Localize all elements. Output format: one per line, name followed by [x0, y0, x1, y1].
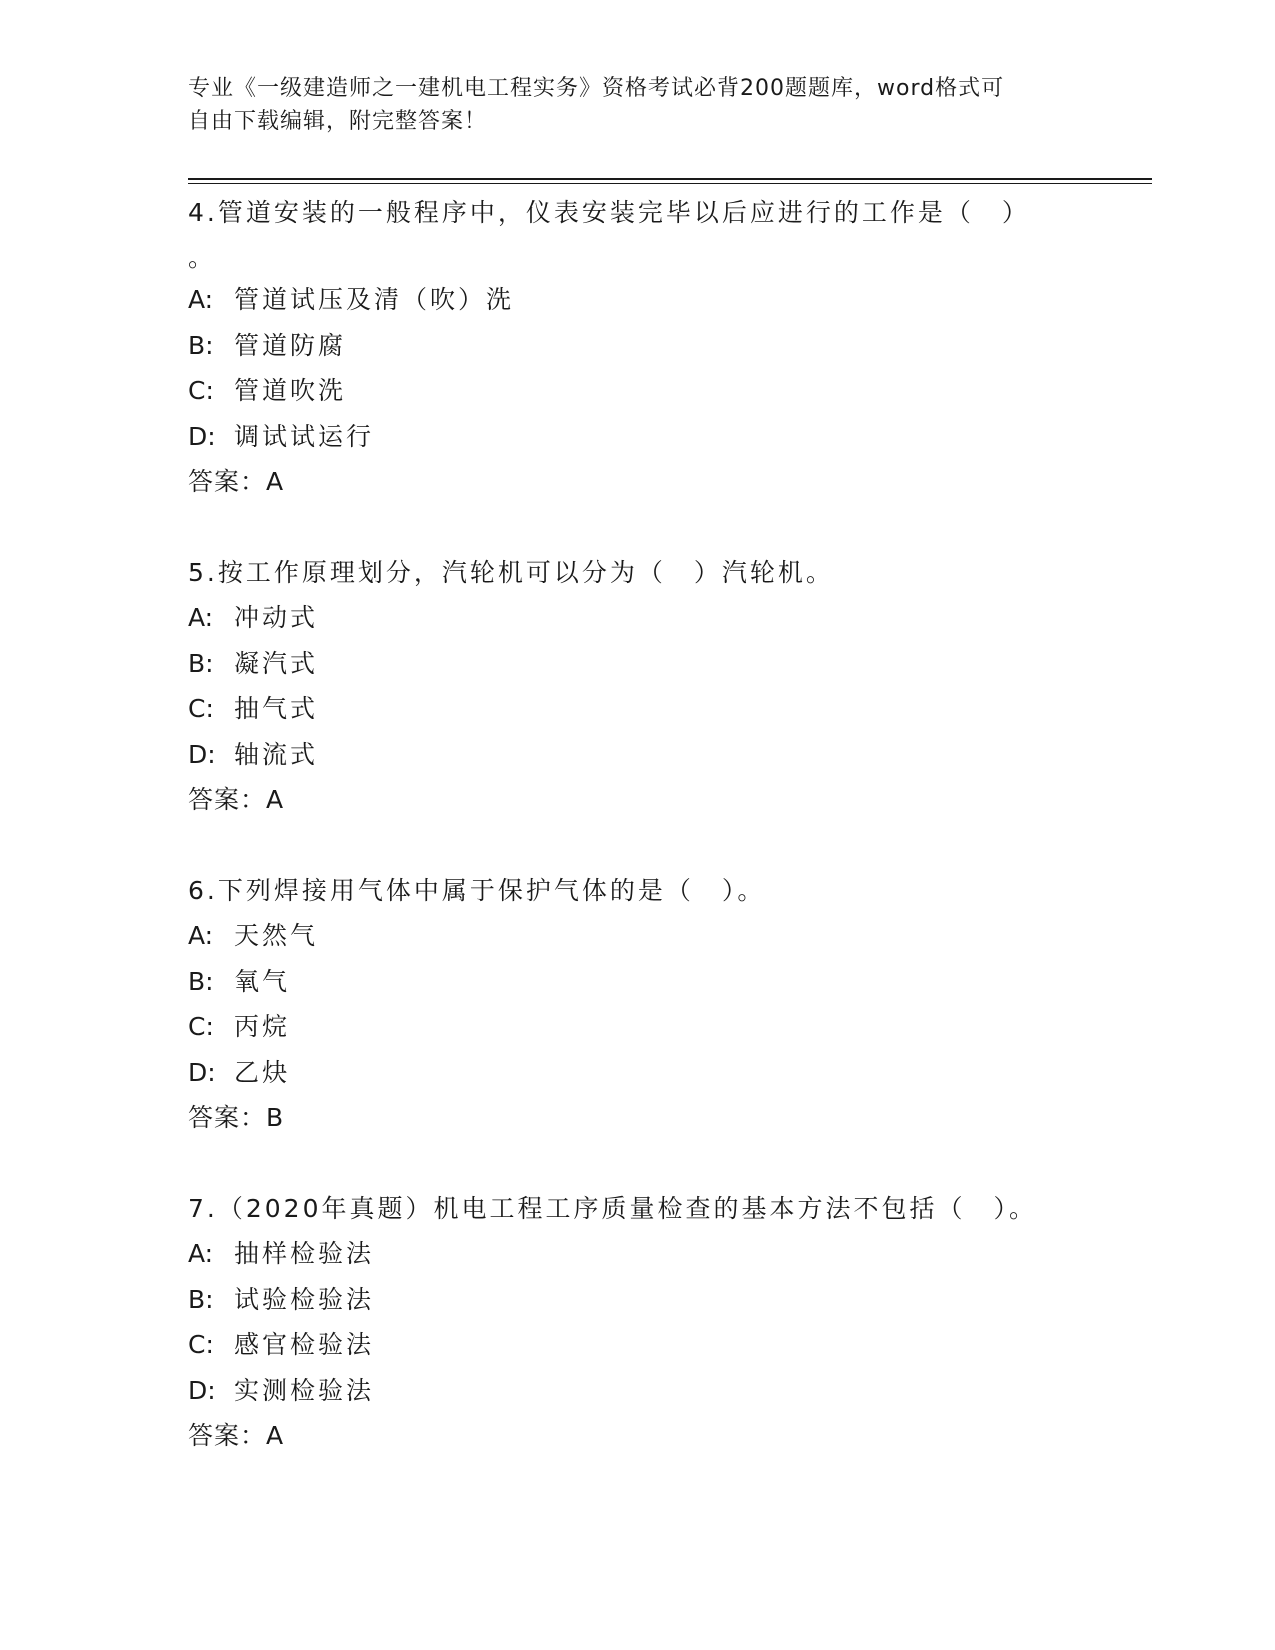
- option-text: 感官检验法: [234, 1330, 375, 1359]
- answer-line: 答案：B: [188, 1103, 285, 1132]
- option-key: A:: [188, 285, 214, 314]
- answer-line: 答案：A: [188, 785, 285, 814]
- option-key: D:: [188, 1057, 216, 1087]
- option-a: [188, 595, 1088, 641]
- option-text: 轴流式: [234, 739, 319, 769]
- option-key: D:: [188, 739, 216, 769]
- option-c: [188, 1004, 1088, 1050]
- option-key: C:: [188, 376, 214, 405]
- option-key: A:: [188, 1239, 214, 1268]
- answer-line: 答案：A: [188, 1421, 285, 1450]
- question-stem: 4.管道安装的一般程序中，仪表安装完毕以后应进行的工作是（ ）: [188, 198, 1030, 227]
- option-key: B:: [188, 648, 214, 678]
- option-a: [188, 913, 1088, 959]
- option-c: [188, 368, 1088, 414]
- option-key: D:: [188, 1375, 216, 1405]
- header-line-2: 自由下载编辑，附完整答案！: [188, 109, 488, 134]
- option-text: 丙烷: [234, 1012, 291, 1041]
- question-stem: 5.按工作原理划分，汽轮机可以分为（ ）汽轮机。: [188, 558, 834, 587]
- option-text: 管道吹洗: [234, 376, 347, 405]
- option-text: 调试试运行: [234, 421, 375, 451]
- question-stem: 7.（2020年真题）机电工程工序质量检查的基本方法不包括（ ）。: [188, 1194, 1037, 1223]
- option-d: [188, 732, 1088, 778]
- option-a: [188, 277, 1088, 323]
- question-stem: 6.下列焊接用气体中属于保护气体的是（ ）。: [188, 876, 766, 905]
- option-b: [188, 959, 1088, 1005]
- option-b: [188, 641, 1088, 687]
- option-key: D:: [188, 421, 216, 451]
- option-b: [188, 323, 1088, 369]
- option-b: [188, 1277, 1088, 1323]
- option-key: C:: [188, 1012, 214, 1041]
- header-line-1: 专业《一级建造师之一建机电工程实务》资格考试必背200题题库，word格式可: [188, 76, 1005, 101]
- option-key: A:: [188, 921, 214, 950]
- option-text: 抽气式: [234, 694, 319, 723]
- question-7: [188, 1186, 1088, 1458]
- option-c: [188, 1322, 1088, 1368]
- option-text: 抽样检验法: [234, 1239, 375, 1268]
- option-key: B:: [188, 1284, 214, 1314]
- option-a: [188, 1231, 1088, 1277]
- option-text: 管道试压及清（吹）洗: [234, 285, 515, 314]
- question-stem-continuation: 。: [188, 243, 217, 272]
- header-divider-thick: [188, 178, 1152, 180]
- option-key: A:: [188, 603, 214, 632]
- option-d: [188, 1368, 1088, 1414]
- question-6: [188, 868, 1088, 1140]
- option-text: 天然气: [234, 921, 319, 950]
- option-text: 实测检验法: [234, 1375, 375, 1405]
- question-4: [188, 190, 1088, 504]
- question-spacer: [188, 504, 1088, 550]
- question-5: [188, 550, 1088, 822]
- option-text: 管道防腐: [234, 330, 347, 360]
- option-text: 氧气: [234, 966, 291, 996]
- question-spacer: [188, 822, 1088, 868]
- option-text: 试验检验法: [234, 1284, 375, 1314]
- option-c: [188, 686, 1088, 732]
- header-divider-thin: [188, 183, 1152, 184]
- option-text: 乙炔: [234, 1057, 291, 1087]
- option-d: [188, 1050, 1088, 1096]
- option-key: B:: [188, 330, 214, 360]
- option-text: 凝汽式: [234, 648, 319, 678]
- option-key: B:: [188, 966, 214, 996]
- option-text: 冲动式: [234, 603, 319, 632]
- option-d: [188, 414, 1088, 460]
- option-key: C:: [188, 694, 214, 723]
- document-header: [188, 72, 1068, 138]
- option-key: C:: [188, 1330, 214, 1359]
- question-spacer: [188, 1140, 1088, 1186]
- answer-line: 答案：A: [188, 467, 285, 496]
- question-list: [188, 190, 1088, 1458]
